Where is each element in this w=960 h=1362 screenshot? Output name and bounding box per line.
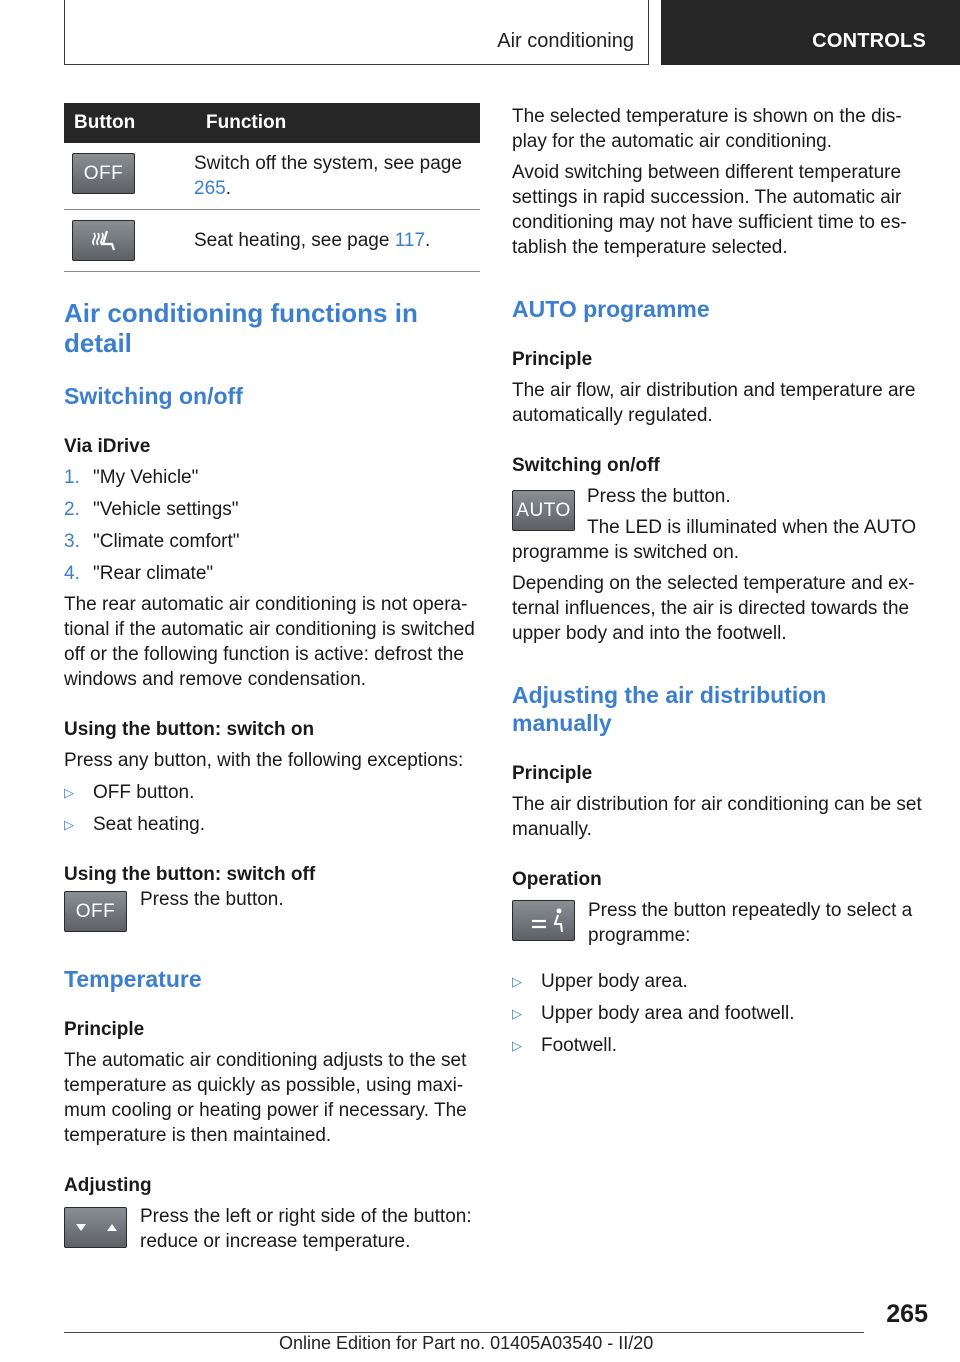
triangle-bullet-icon: ▷: [512, 974, 522, 989]
distribution-principle-heading: Principle: [512, 763, 593, 784]
idrive-steps: [64, 465, 480, 586]
list-item: ▷ Footwell.: [512, 1035, 618, 1056]
auto-principle-heading: Principle: [512, 349, 593, 370]
air-distribution-heading: Adjusting the air distribution manually: [512, 682, 827, 736]
temperature-principle-text: The automatic air conditioning adjusts to the set temperature as quickly as possible, using maximum cooling or heating power if necessary. The temperature is then maintained.: [64, 1050, 467, 1146]
off-button-icon: OFF: [64, 891, 127, 932]
list-item: 4. "Rear climate": [64, 563, 214, 584]
off-button-label: OFF: [83, 163, 124, 184]
left-column: [64, 103, 480, 1254]
auto-press-text: Press the button.: [587, 486, 731, 507]
edition-note: Online Edition for Part no. 01405A03540 - II/20: [279, 1333, 654, 1353]
operation-text: Press the button repeatedly to select a programme:: [588, 900, 913, 946]
via-idrive-heading: Via iDrive: [64, 436, 151, 457]
chapter-label: CONTROLS: [812, 30, 926, 52]
triangle-bullet-icon: ▷: [512, 1038, 522, 1053]
table-header-button: Button: [64, 103, 184, 143]
auto-programme-heading: AUTO programme: [512, 296, 710, 322]
distribution-principle-text: The air distribution for air conditioning can be set manually.: [512, 794, 922, 840]
row-function-suffix: .: [225, 178, 231, 199]
list-item: ▷ Upper body area.: [512, 971, 688, 992]
section-heading: Air conditioning functions in detail: [64, 298, 418, 358]
air-distribution-icon: [512, 900, 575, 941]
temperature-rocker-icon: [64, 1207, 127, 1248]
adjusting-heading: Adjusting: [64, 1175, 152, 1196]
triangle-bullet-icon: ▷: [64, 785, 74, 800]
table-header-row: [64, 103, 480, 143]
list-item: ▷ Upper body area and footwell.: [512, 1003, 795, 1024]
auto-led-text: The LED is illuminated when the AUTO programme is switched on.: [512, 517, 917, 563]
row-function-text: Switch off the system, see page: [194, 153, 462, 174]
temperature-principle-heading: Principle: [64, 1019, 145, 1040]
list-item: 2. "Vehicle settings": [64, 499, 239, 520]
switch-on-heading: Using the button: switch on: [64, 719, 315, 740]
chapter-tab[interactable]: [661, 0, 960, 65]
programme-list: [512, 969, 928, 1058]
off-button-icon: [72, 153, 135, 194]
auto-depending-text: Depending on the selected temperature and external influences, the air is directed towards the upper body and into the footwell.: [512, 573, 915, 644]
exceptions-list: [64, 780, 480, 837]
table-row: [64, 143, 480, 210]
operation-heading: Operation: [512, 869, 602, 890]
triangle-bullet-icon: ▷: [512, 1006, 522, 1021]
switching-heading: Switching on/off: [64, 383, 243, 409]
list-item: ▷ Seat heating.: [64, 814, 205, 835]
rear-climate-note: The rear automatic air conditioning is not operational if the automatic air conditioning is switched off or the following function is active: defrost the windows and remove condensation.: [64, 594, 475, 690]
triangle-bullet-icon: ▷: [64, 817, 74, 832]
row-function-suffix: .: [425, 230, 431, 251]
switch-off-heading: Using the button: switch off: [64, 864, 316, 885]
auto-switching-heading: Switching on/off: [512, 455, 660, 476]
switch-off-text: Press the button.: [140, 889, 284, 910]
table-header-function: Function: [184, 103, 480, 143]
auto-principle-text: The air flow, air distribution and temperature are automatically regulated.: [512, 380, 916, 426]
right-column: [512, 103, 928, 1058]
list-item: 3. "Climate comfort": [64, 531, 240, 552]
auto-button-icon: AUTO: [512, 490, 575, 531]
seat-heating-icon: [72, 220, 135, 261]
switch-on-text: Press any button, with the following exceptions:: [64, 750, 464, 771]
section-title: Air conditioning: [497, 30, 634, 52]
temperature-warning-text: Avoid switching between different temperature settings in rapid succession. The automatic air conditioning may not have sufficient time to establish the temperature selected.: [512, 162, 907, 258]
adjusting-text: Press the left or right side of the button: reduce or increase temperature.: [140, 1206, 472, 1252]
page-number: 265: [886, 1300, 928, 1328]
temperature-heading: Temperature: [64, 966, 202, 992]
header-frame: [64, 0, 649, 65]
page-link[interactable]: 117: [394, 230, 426, 251]
table-row: [64, 210, 480, 272]
temperature-display-text: The selected temperature is shown on the display for the automatic air conditioning.: [512, 106, 902, 152]
row-function-text: Seat heating, see page: [194, 230, 395, 251]
list-item: ▷ OFF button.: [64, 782, 195, 803]
button-function-table: [64, 103, 480, 272]
list-item: 1. "My Vehicle": [64, 467, 199, 488]
page-link[interactable]: 265: [194, 178, 226, 199]
